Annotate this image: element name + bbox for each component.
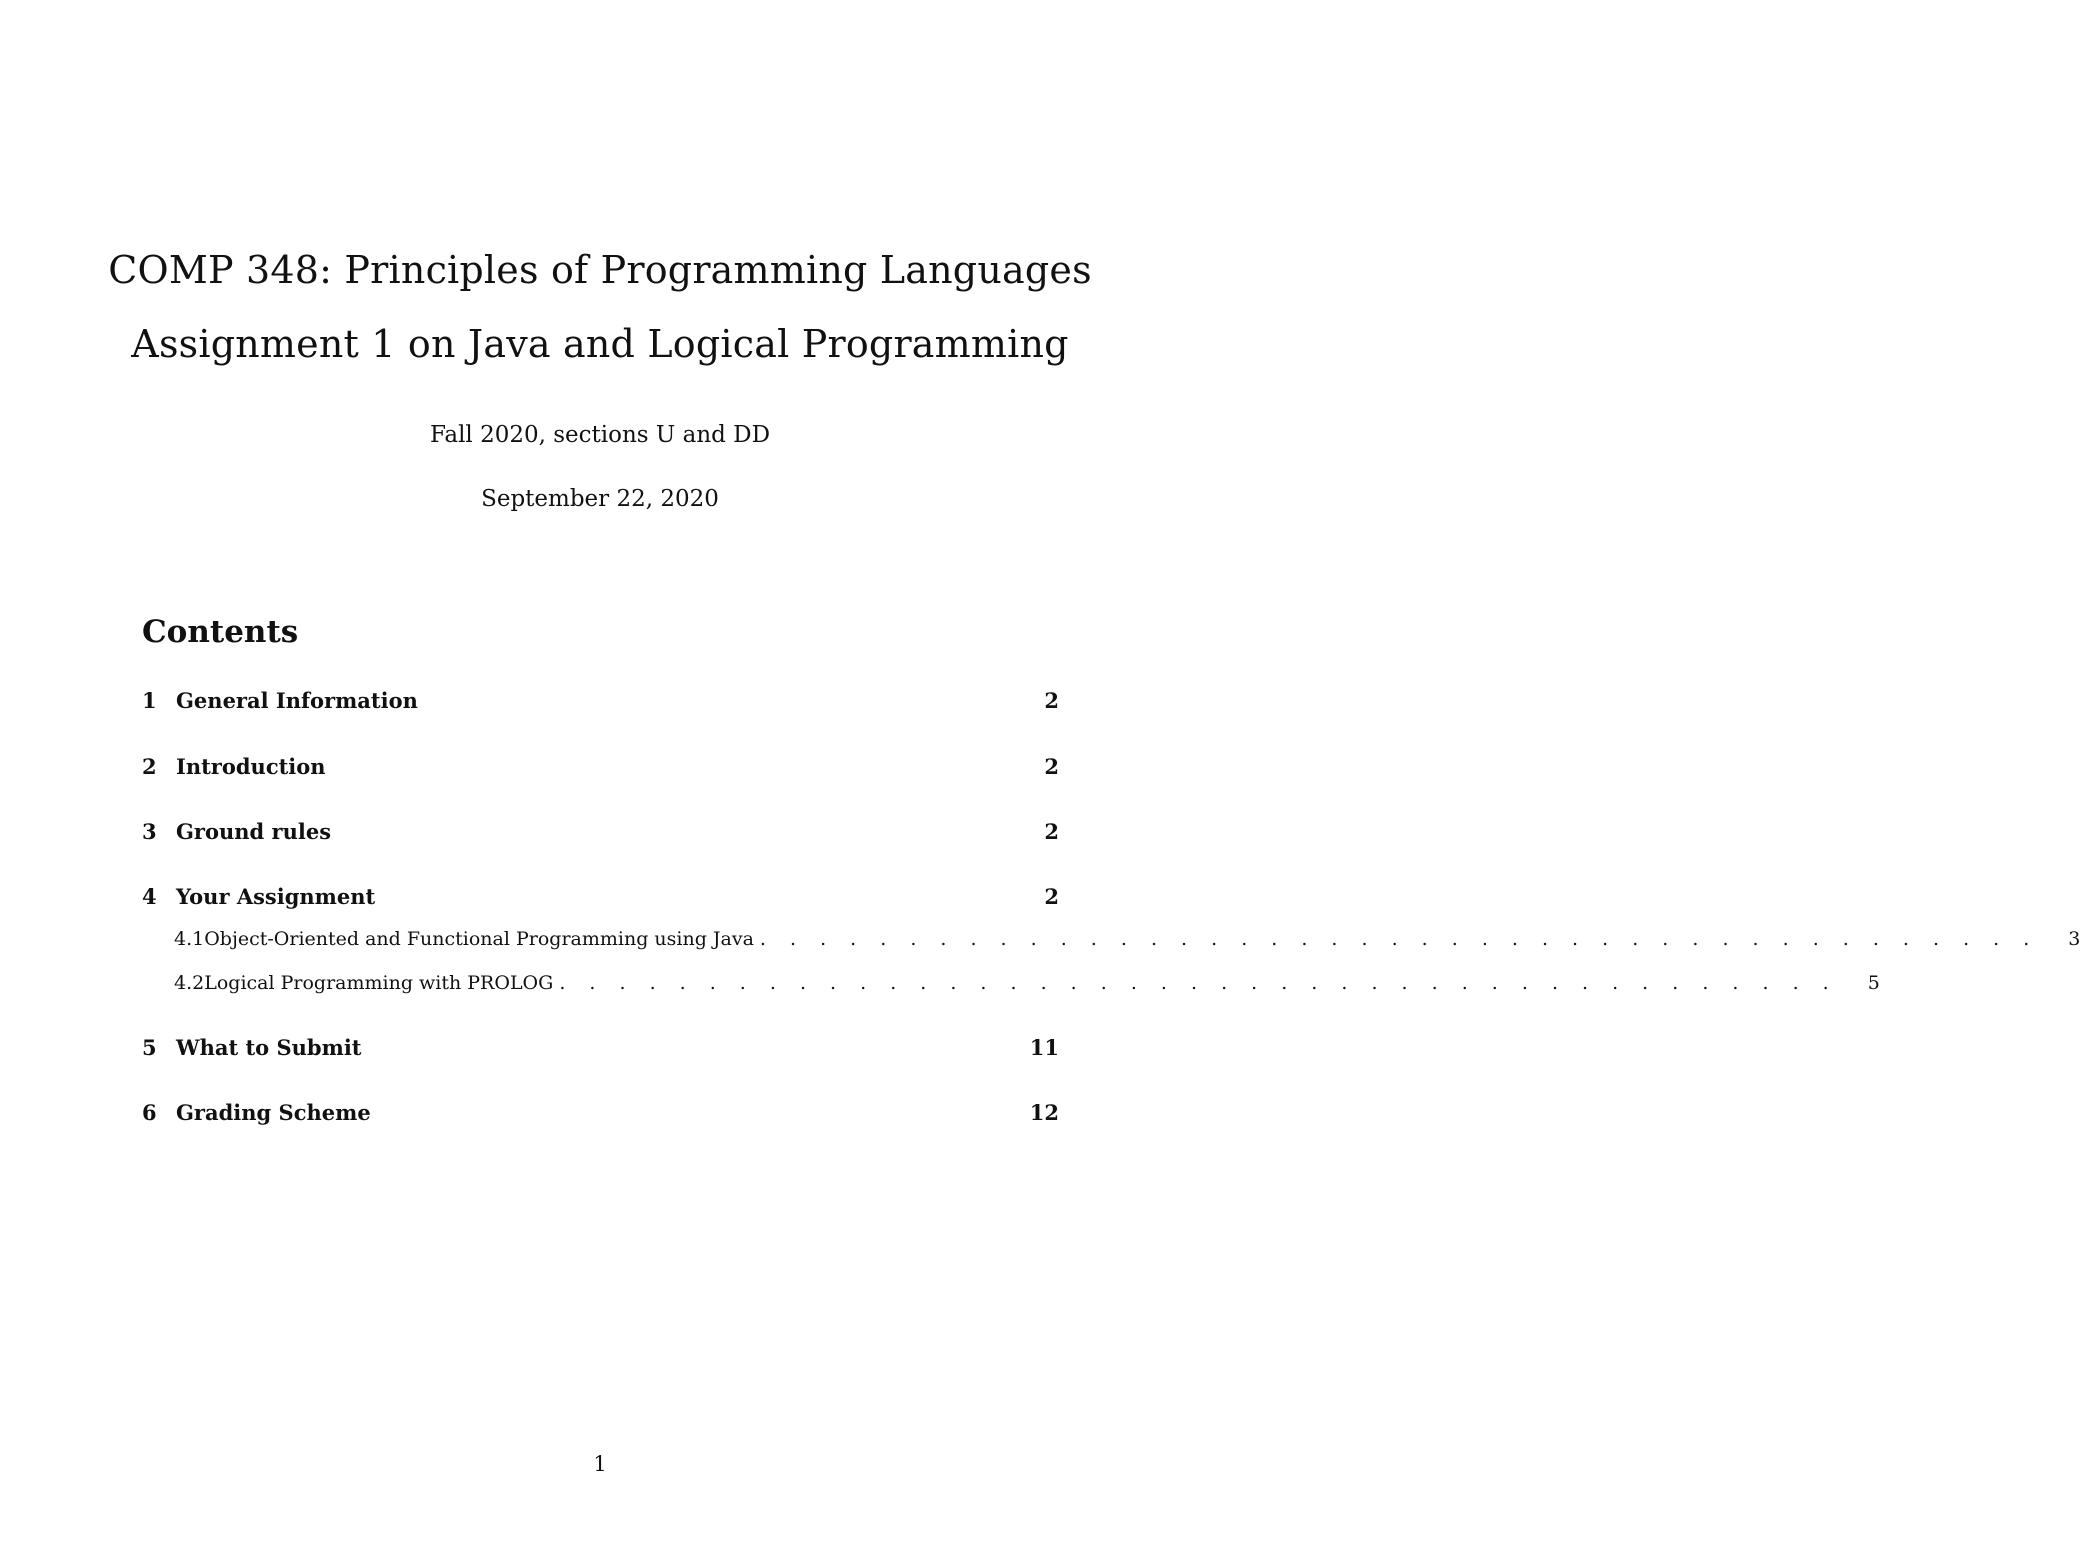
toc-entry-number: 6 — [142, 1100, 157, 1125]
toc-entry-label: Logical Programming with PROLOG — [204, 972, 554, 994]
contents-heading: Contents — [142, 614, 299, 650]
toc-entry-ground-rules[interactable] — [142, 819, 1059, 849]
toc-dot-leader: . . . . . . . . . . . . . . . . . . . . . . . . . . . . . . . . . . . . . . . . . . . — [759, 928, 2039, 950]
toc-entry-number: 1 — [142, 688, 157, 713]
toc-entry-your-assignment[interactable] — [142, 884, 1059, 914]
page-number: 1 — [593, 1452, 607, 1476]
toc-entry-what-to-submit[interactable] — [142, 1035, 1059, 1065]
toc-entry-page: 2 — [1044, 754, 1059, 779]
toc-entry-label: Your Assignment — [176, 884, 376, 909]
toc-entry-page: 12 — [1029, 1100, 1059, 1125]
toc-entry-label: What to Submit — [176, 1035, 362, 1060]
toc-entry-label: General Information — [176, 688, 418, 713]
toc-entry-label: Ground rules — [176, 819, 332, 844]
toc-entry-label: Introduction — [176, 754, 326, 779]
document-date: September 22, 2020 — [481, 486, 719, 512]
toc-entry-java-programming[interactable] — [142, 928, 2080, 958]
toc-entry-page: 5 — [1867, 972, 1880, 994]
toc-entry-prolog-programming[interactable] — [142, 972, 1880, 1002]
toc-entry-introduction[interactable] — [142, 754, 1059, 784]
toc-entry-number: 4.1 — [174, 928, 205, 950]
toc-entry-page: 3 — [2068, 928, 2080, 950]
toc-entry-label: Grading Scheme — [176, 1100, 371, 1125]
toc-entry-general-information[interactable] — [142, 688, 1059, 718]
toc-entry-number: 3 — [142, 819, 157, 844]
toc-entry-number: 5 — [142, 1035, 157, 1060]
toc-entry-number: 4 — [142, 884, 157, 909]
toc-entry-grading-scheme[interactable] — [142, 1100, 1059, 1130]
toc-entry-label: Object-Oriented and Functional Programming using Java — [204, 928, 754, 950]
toc-entry-page: 2 — [1044, 819, 1059, 844]
toc-entry-page: 2 — [1044, 884, 1059, 909]
document-term: Fall 2020, sections U and DD — [429, 422, 771, 448]
toc-entry-page: 11 — [1029, 1035, 1059, 1060]
document-title-line-1: COMP 348: Principles of Programming Languages — [108, 248, 1092, 292]
toc-entry-number: 4.2 — [174, 972, 205, 994]
toc-dot-leader: . . . . . . . . . . . . . . . . . . . . . . . . . . . . . . . . . . . . . . . . . . . — [559, 972, 1838, 994]
toc-entry-number: 2 — [142, 754, 157, 779]
toc-entry-page: 2 — [1044, 688, 1059, 713]
document-title-line-2: Assignment 1 on Java and Logical Programming — [131, 322, 1069, 366]
